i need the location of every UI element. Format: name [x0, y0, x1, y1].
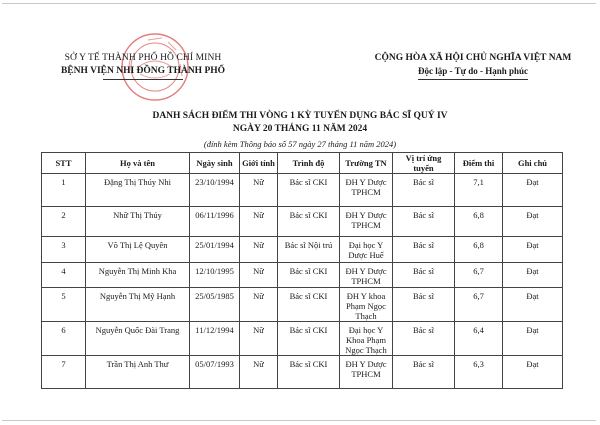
- cell-score: 6,7: [455, 288, 503, 322]
- col-header-name: Họ và tên: [86, 153, 190, 174]
- table-row: [42, 207, 563, 237]
- cell-gender: Nữ: [240, 356, 278, 389]
- cell-school: ĐH Y Dược TPHCM: [340, 207, 393, 237]
- cell-score: 6,7: [455, 263, 503, 288]
- parent-agency: SỞ Y TẾ THÀNH PHỐ HỒ CHÍ MINH: [64, 53, 222, 63]
- cell-gender: Nữ: [240, 263, 278, 288]
- cell-stt: 2: [42, 207, 86, 237]
- page-border-top: [2, 3, 596, 4]
- cell-position: Bác sĩ: [393, 288, 455, 322]
- col-header-stt: STT: [42, 153, 86, 174]
- col-header-level: Trình độ: [278, 153, 340, 174]
- cell-note: Đạt: [503, 322, 563, 356]
- cell-score: 7,1: [455, 174, 503, 207]
- cell-dob: 23/10/1994: [190, 174, 240, 207]
- table-row: [42, 288, 563, 322]
- col-header-school: Trường TN: [340, 153, 393, 174]
- cell-school: ĐH Y Dược TPHCM: [340, 174, 393, 207]
- cell-school: ĐH Y Dược TPHCM: [340, 356, 393, 389]
- cell-position: Bác sĩ: [393, 237, 455, 263]
- cell-gender: Nữ: [240, 207, 278, 237]
- cell-dob: 11/12/1994: [190, 322, 240, 356]
- cell-note: Đạt: [503, 174, 563, 207]
- col-header-gender: Giới tính: [240, 153, 278, 174]
- cell-dob: 12/10/1995: [190, 263, 240, 288]
- cell-position: Bác sĩ: [393, 263, 455, 288]
- cell-school: ĐH Y Dược TPHCM: [340, 263, 393, 288]
- document-title: DANH SÁCH ĐIỂM THI VÒNG 1 KỲ TUYỂN DỤNG BÁC SĨ QUÝ IV: [152, 111, 448, 121]
- cell-note: Đạt: [503, 207, 563, 237]
- table-row: [42, 174, 563, 207]
- country-name: CỘNG HÒA XÃ HỘI CHỦ NGHĨA VIỆT NAM: [374, 53, 572, 63]
- cell-position: Bác sĩ: [393, 356, 455, 389]
- motto: Độc lập - Tự do - Hạnh phúc: [417, 66, 528, 76]
- cell-name: Võ Thị Lệ Quyên: [86, 237, 190, 263]
- reference-note: (đính kèm Thông báo số 57 ngày 27 tháng 11 năm 2024): [203, 139, 397, 149]
- cell-name: Nguyễn Thị Mỹ Hạnh: [86, 288, 190, 322]
- cell-note: Đạt: [503, 263, 563, 288]
- cell-level: Bác sĩ Nội trú: [278, 237, 340, 263]
- cell-score: 6,8: [455, 237, 503, 263]
- cell-note: Đạt: [503, 237, 563, 263]
- table-row: [42, 356, 563, 389]
- national-motto: [368, 53, 578, 80]
- cell-stt: 7: [42, 356, 86, 389]
- cell-level: Bác sĩ CKI: [278, 322, 340, 356]
- cell-school: ĐH Y khoa Phạm Ngọc Thạch: [340, 288, 393, 322]
- cell-school: Đại học Y Dược Huế: [340, 237, 393, 263]
- cell-name: Trần Thị Anh Thư: [86, 356, 190, 389]
- cell-position: Bác sĩ: [393, 322, 455, 356]
- cell-gender: Nữ: [240, 322, 278, 356]
- cell-gender: Nữ: [240, 174, 278, 207]
- hospital-name: BỆNH VIỆN NHI ĐỒNG THÀNH PHỐ: [60, 66, 226, 76]
- cell-dob: 06/11/1996: [190, 207, 240, 237]
- col-header-position: Vị trí ứng tuyển: [393, 153, 455, 174]
- cell-score: 6,8: [455, 207, 503, 237]
- cell-name: Nguyễn Thị Minh Kha: [86, 263, 190, 288]
- cell-stt: 4: [42, 263, 86, 288]
- col-header-note: Ghi chú: [503, 153, 563, 174]
- motto-underline: [418, 79, 528, 80]
- results-table: [41, 152, 563, 389]
- cell-level: Bác sĩ CKI: [278, 207, 340, 237]
- cell-stt: 5: [42, 288, 86, 322]
- cell-score: 6,3: [455, 356, 503, 389]
- cell-level: Bác sĩ CKI: [278, 174, 340, 207]
- cell-position: Bác sĩ: [393, 207, 455, 237]
- cell-score: 6,4: [455, 322, 503, 356]
- header-underline: [103, 79, 183, 80]
- table-row: [42, 322, 563, 356]
- cell-name: Nhữ Thị Thúy: [86, 207, 190, 237]
- cell-name: Đặng Thị Thúy Nhi: [86, 174, 190, 207]
- col-header-dob: Ngày sinh: [190, 153, 240, 174]
- cell-level: Bác sĩ CKI: [278, 356, 340, 389]
- cell-stt: 1: [42, 174, 86, 207]
- cell-gender: Nữ: [240, 237, 278, 263]
- document-date: NGÀY 20 THÁNG 11 NĂM 2024: [232, 124, 368, 134]
- cell-level: Bác sĩ CKI: [278, 263, 340, 288]
- cell-school: Đại học Y Khoa Phạm Ngọc Thạch: [340, 322, 393, 356]
- cell-level: Bác sĩ CKI: [278, 288, 340, 322]
- cell-note: Đạt: [503, 288, 563, 322]
- cell-dob: 25/05/1985: [190, 288, 240, 322]
- cell-position: Bác sĩ: [393, 174, 455, 207]
- cell-stt: 3: [42, 237, 86, 263]
- agency-header: [48, 53, 238, 80]
- col-header-score: Điểm thi: [455, 153, 503, 174]
- table-row: [42, 263, 563, 288]
- cell-dob: 25/01/1994: [190, 237, 240, 263]
- cell-stt: 6: [42, 322, 86, 356]
- cell-gender: Nữ: [240, 288, 278, 322]
- cell-name: Nguyễn Quốc Đài Trang: [86, 322, 190, 356]
- page-border-bottom: [2, 420, 596, 421]
- cell-note: Đạt: [503, 356, 563, 389]
- table-row: [42, 237, 563, 263]
- cell-dob: 05/07/1993: [190, 356, 240, 389]
- table-header-row: [42, 153, 563, 174]
